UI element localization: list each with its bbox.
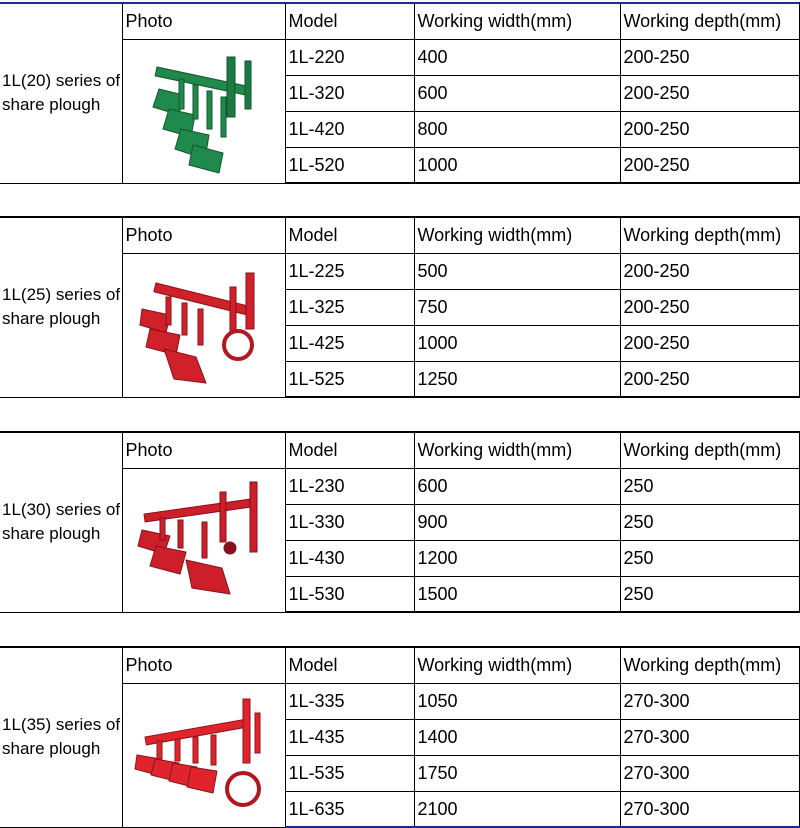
spec-table: [0, 431, 800, 613]
depth-cell: 270-300: [620, 719, 800, 755]
series-label: 1L(35) series of share plough: [0, 647, 122, 827]
width-cell: 800: [414, 111, 620, 147]
header-row: [0, 3, 800, 39]
plough-photo: [122, 683, 285, 827]
series-label: 1L(20) series of share plough: [0, 3, 122, 183]
width-cell: 1250: [414, 361, 620, 397]
spec-table: [0, 216, 800, 398]
model-cell: 1L-220: [285, 39, 414, 75]
series-section-1l20: [0, 2, 800, 182]
width-cell: 1050: [414, 683, 620, 719]
depth-cell: 200-250: [620, 289, 800, 325]
header-row: [0, 217, 800, 253]
working-depth-header: Working depth(mm): [620, 217, 800, 253]
model-header: Model: [285, 647, 414, 683]
photo-header: Photo: [122, 432, 285, 468]
depth-cell: 200-250: [620, 75, 800, 111]
header-row: [0, 432, 800, 468]
header-row: [0, 647, 800, 683]
width-cell: 600: [414, 468, 620, 504]
width-cell: 1200: [414, 540, 620, 576]
width-cell: 1500: [414, 576, 620, 612]
working-depth-header: Working depth(mm): [620, 432, 800, 468]
model-cell: 1L-435: [285, 719, 414, 755]
series-section-1l30: [0, 431, 800, 611]
model-cell: 1L-230: [285, 468, 414, 504]
model-header: Model: [285, 217, 414, 253]
model-cell: 1L-520: [285, 147, 414, 183]
working-depth-header: Working depth(mm): [620, 647, 800, 683]
working-width-header: Working width(mm): [414, 432, 620, 468]
model-cell: 1L-430: [285, 540, 414, 576]
width-cell: 2100: [414, 791, 620, 827]
model-cell: 1L-530: [285, 576, 414, 612]
working-depth-header: Working depth(mm): [620, 3, 800, 39]
working-width-header: Working width(mm): [414, 217, 620, 253]
depth-cell: 270-300: [620, 755, 800, 791]
depth-cell: 250: [620, 504, 800, 540]
series-section-1l35: [0, 646, 800, 826]
red-plough-image: [134, 478, 274, 603]
width-cell: 750: [414, 289, 620, 325]
plough-photo: [122, 39, 285, 183]
photo-header: Photo: [122, 647, 285, 683]
depth-cell: 270-300: [620, 791, 800, 827]
width-cell: 400: [414, 39, 620, 75]
photo-header: Photo: [122, 3, 285, 39]
width-cell: 1000: [414, 147, 620, 183]
spec-table: [0, 2, 800, 184]
series-section-1l25: [0, 216, 800, 396]
model-cell: 1L-535: [285, 755, 414, 791]
width-cell: 1000: [414, 325, 620, 361]
width-cell: 1750: [414, 755, 620, 791]
plough-photo: [122, 253, 285, 397]
red-plough-image: [134, 263, 274, 388]
depth-cell: 270-300: [620, 683, 800, 719]
plough-photo: [122, 468, 285, 612]
model-cell: 1L-325: [285, 289, 414, 325]
depth-cell: 250: [620, 468, 800, 504]
working-width-header: Working width(mm): [414, 647, 620, 683]
model-cell: 1L-320: [285, 75, 414, 111]
photo-header: Photo: [122, 217, 285, 253]
red-plough-image: [131, 693, 276, 818]
working-width-header: Working width(mm): [414, 3, 620, 39]
width-cell: 500: [414, 253, 620, 289]
depth-cell: 250: [620, 576, 800, 612]
model-cell: 1L-425: [285, 325, 414, 361]
model-cell: 1L-635: [285, 791, 414, 827]
model-cell: 1L-335: [285, 683, 414, 719]
depth-cell: 200-250: [620, 39, 800, 75]
width-cell: 600: [414, 75, 620, 111]
depth-cell: 250: [620, 540, 800, 576]
depth-cell: 200-250: [620, 111, 800, 147]
model-cell: 1L-525: [285, 361, 414, 397]
model-cell: 1L-420: [285, 111, 414, 147]
green-plough-image: [139, 49, 269, 174]
series-label: 1L(25) series of share plough: [0, 217, 122, 397]
model-cell: 1L-225: [285, 253, 414, 289]
depth-cell: 200-250: [620, 147, 800, 183]
width-cell: 1400: [414, 719, 620, 755]
depth-cell: 200-250: [620, 361, 800, 397]
model-cell: 1L-330: [285, 504, 414, 540]
depth-cell: 200-250: [620, 325, 800, 361]
depth-cell: 200-250: [620, 253, 800, 289]
spec-table: [0, 646, 800, 828]
series-label: 1L(30) series of share plough: [0, 432, 122, 612]
model-header: Model: [285, 432, 414, 468]
width-cell: 900: [414, 504, 620, 540]
model-header: Model: [285, 3, 414, 39]
